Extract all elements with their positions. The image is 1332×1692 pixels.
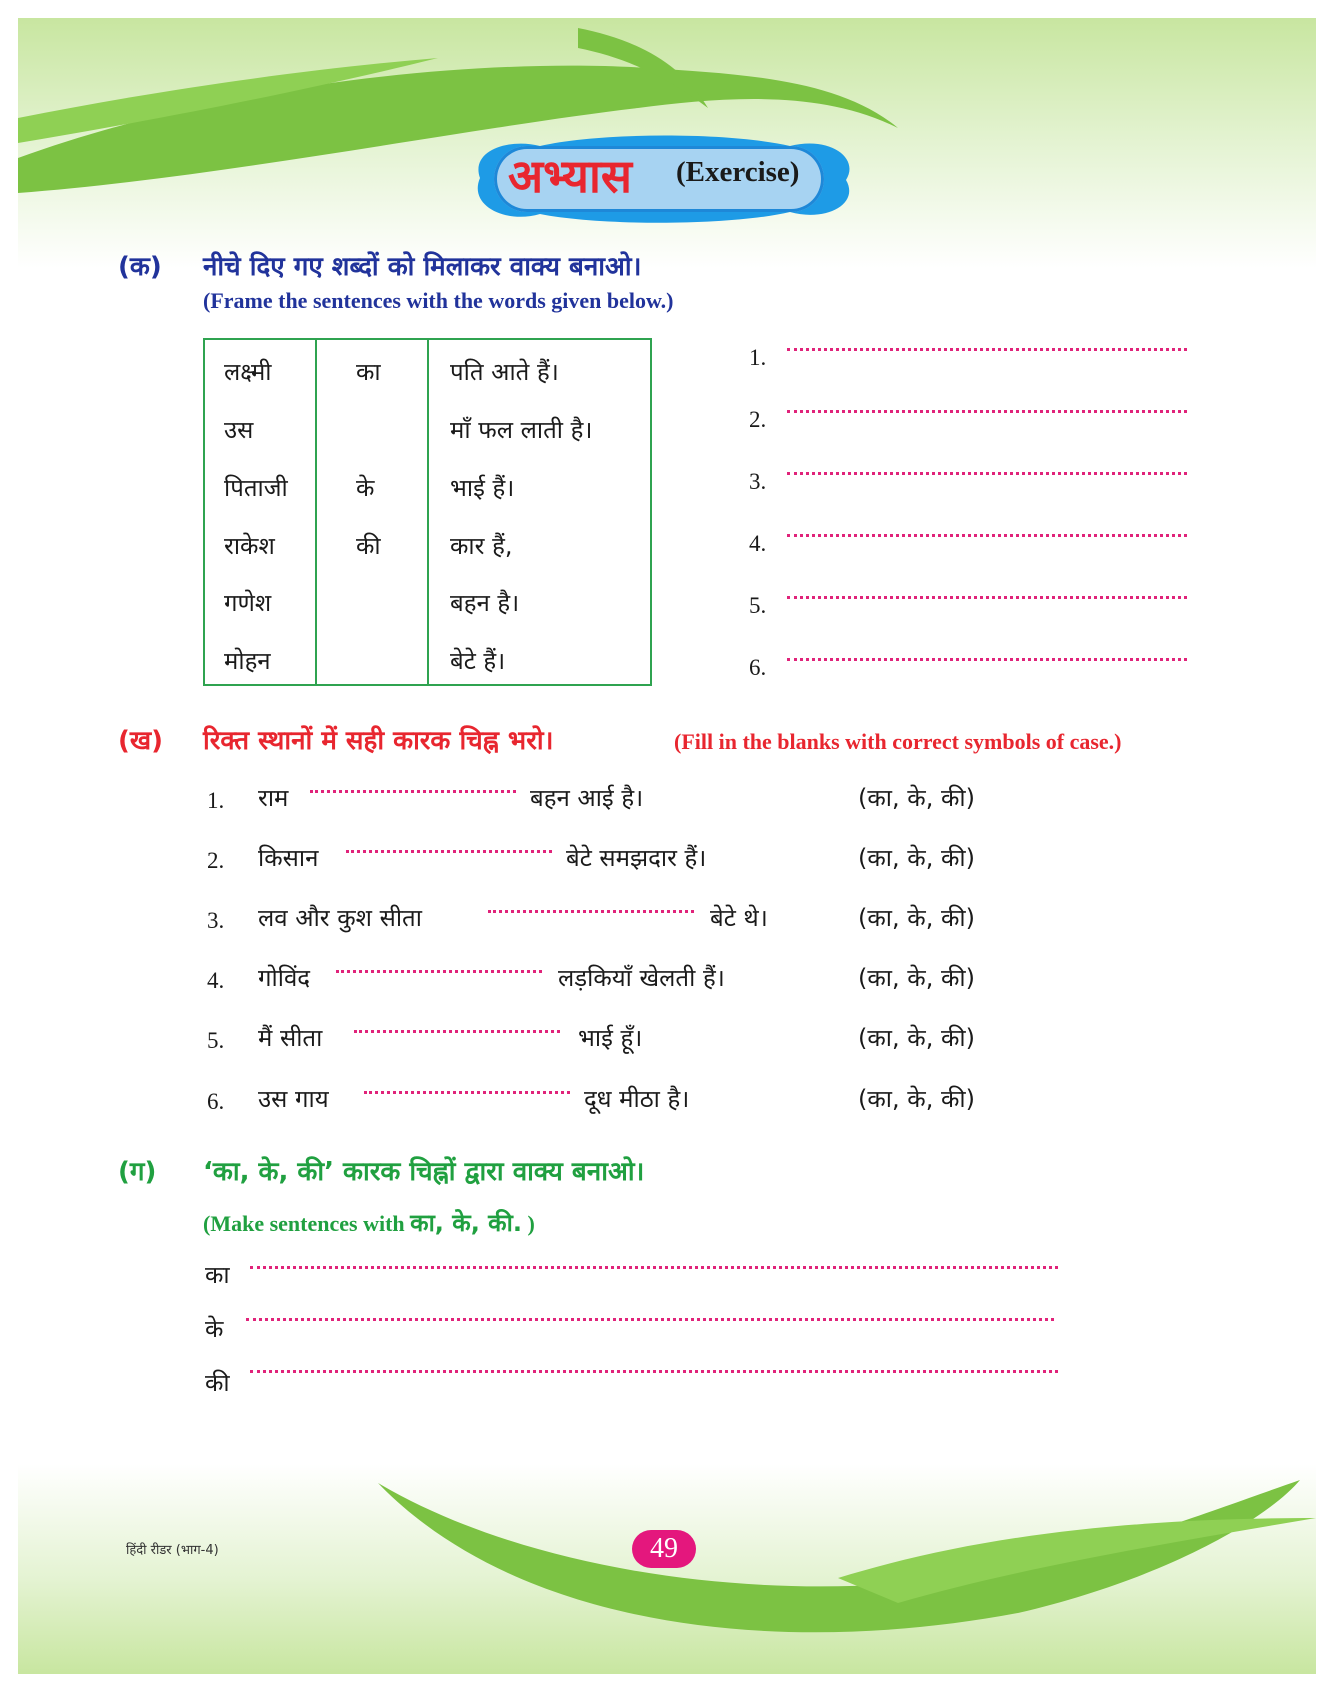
table-cell: कार हैं, bbox=[450, 532, 513, 560]
table-divider bbox=[315, 340, 317, 684]
item-text: लड़कियाँ खेलती हैं। bbox=[558, 964, 725, 992]
table-cell: मोहन bbox=[224, 647, 271, 675]
item-text: किसान bbox=[258, 844, 319, 872]
sentence-blank[interactable] bbox=[250, 1360, 1058, 1373]
section-b-instruction: रिक्त स्थानों में सही कारक चिह्न भरो। bbox=[203, 726, 554, 756]
item-text: मैं सीता bbox=[258, 1024, 323, 1052]
fill-blank[interactable] bbox=[488, 900, 694, 913]
fill-blank[interactable] bbox=[354, 1020, 560, 1033]
answer-blank[interactable] bbox=[787, 400, 1187, 413]
answer-number: 4. bbox=[749, 531, 767, 556]
table-cell: लक्ष्मी bbox=[224, 358, 272, 386]
item-options: (का, के, की) bbox=[858, 844, 975, 872]
item-text: गोविंद bbox=[258, 964, 311, 992]
section-c-marker: (ग) bbox=[118, 1157, 157, 1187]
title-hindi: अभ्यास bbox=[508, 149, 632, 203]
table-cell: राकेश bbox=[224, 532, 275, 560]
item-number: 5. bbox=[207, 1028, 225, 1053]
table-cell: पिताजी bbox=[224, 474, 288, 502]
item-text: राम bbox=[258, 784, 289, 812]
answer-number: 3. bbox=[749, 469, 767, 494]
item-text: बेटे समझदार हैं। bbox=[566, 844, 707, 872]
sentence-blank[interactable] bbox=[246, 1308, 1054, 1321]
table-cell: गणेश bbox=[224, 589, 272, 617]
answer-blank[interactable] bbox=[787, 338, 1187, 351]
section-a-instruction: नीचे दिए गए शब्दों को मिलाकर वाक्य बनाओ। bbox=[203, 252, 642, 282]
fill-blank[interactable] bbox=[364, 1081, 570, 1094]
answer-number: 1. bbox=[749, 345, 767, 370]
table-cell: माँ फल लाती है। bbox=[450, 416, 593, 444]
sentence-label: की bbox=[205, 1369, 230, 1397]
item-text: लव और कुश सीता bbox=[258, 904, 422, 932]
title-english: (Exercise) bbox=[676, 156, 800, 188]
answer-blank[interactable] bbox=[787, 648, 1187, 661]
table-cell: बेटे हैं। bbox=[450, 647, 506, 675]
page-number: 49 bbox=[632, 1530, 696, 1568]
section-a-instruction-english: (Frame the sentences with the words given below.) bbox=[203, 288, 674, 313]
sentence-label: के bbox=[205, 1315, 224, 1343]
book-title: हिंदी रीडर (भाग-4) bbox=[126, 1543, 219, 1558]
item-options: (का, के, की) bbox=[858, 904, 975, 932]
table-cell: का bbox=[356, 358, 381, 386]
table-cell: की bbox=[356, 532, 381, 560]
answer-blank[interactable] bbox=[787, 462, 1187, 475]
exercise-title bbox=[450, 130, 870, 226]
fill-blank[interactable] bbox=[346, 840, 552, 853]
item-text: भाई हूँ। bbox=[578, 1024, 643, 1052]
table-cell: पति आते हैं। bbox=[450, 358, 559, 386]
item-text: दूध मीठा है। bbox=[584, 1085, 690, 1113]
answer-number: 6. bbox=[749, 655, 767, 680]
item-options: (का, के, की) bbox=[858, 1024, 975, 1052]
table-cell: के bbox=[356, 474, 375, 502]
item-options: (का, के, की) bbox=[858, 1085, 975, 1113]
section-c-instruction: ‘का, के, की’ कारक चिह्नों द्वारा वाक्य बनाओ। bbox=[203, 1157, 645, 1187]
item-number: 1. bbox=[207, 788, 225, 813]
sentence-blank[interactable] bbox=[250, 1256, 1058, 1269]
instruction-suffix: ) bbox=[527, 1211, 535, 1236]
sentence-label: का bbox=[205, 1261, 230, 1289]
item-number: 4. bbox=[207, 968, 225, 993]
answer-blank[interactable] bbox=[787, 524, 1187, 537]
item-text: बहन आई है। bbox=[530, 784, 644, 812]
item-options: (का, के, की) bbox=[858, 964, 975, 992]
answer-number: 2. bbox=[749, 407, 767, 432]
instruction-hindi-words: का, के, की. bbox=[410, 1209, 522, 1237]
item-text: उस गाय bbox=[258, 1085, 329, 1113]
item-number: 2. bbox=[207, 848, 225, 873]
table-divider bbox=[427, 340, 429, 684]
instruction-prefix: (Make sentences with bbox=[203, 1211, 405, 1236]
section-b-instruction-english: (Fill in the blanks with correct symbols of case.) bbox=[674, 729, 1122, 754]
item-number: 6. bbox=[207, 1089, 225, 1114]
table-cell: उस bbox=[224, 416, 254, 444]
fill-blank[interactable] bbox=[336, 960, 542, 973]
item-number: 3. bbox=[207, 908, 225, 933]
table-cell: भाई हैं। bbox=[450, 474, 515, 502]
fill-blank[interactable] bbox=[310, 780, 516, 793]
word-table bbox=[203, 338, 652, 686]
item-options: (का, के, की) bbox=[858, 784, 975, 812]
item-text: बेटे थे। bbox=[710, 904, 768, 932]
section-c-instruction-english bbox=[203, 1206, 535, 1239]
answer-blank[interactable] bbox=[787, 586, 1187, 599]
section-a-marker: (क) bbox=[118, 252, 162, 282]
section-b-marker: (ख) bbox=[118, 726, 164, 756]
answer-number: 5. bbox=[749, 593, 767, 618]
table-cell: बहन है। bbox=[450, 589, 520, 617]
